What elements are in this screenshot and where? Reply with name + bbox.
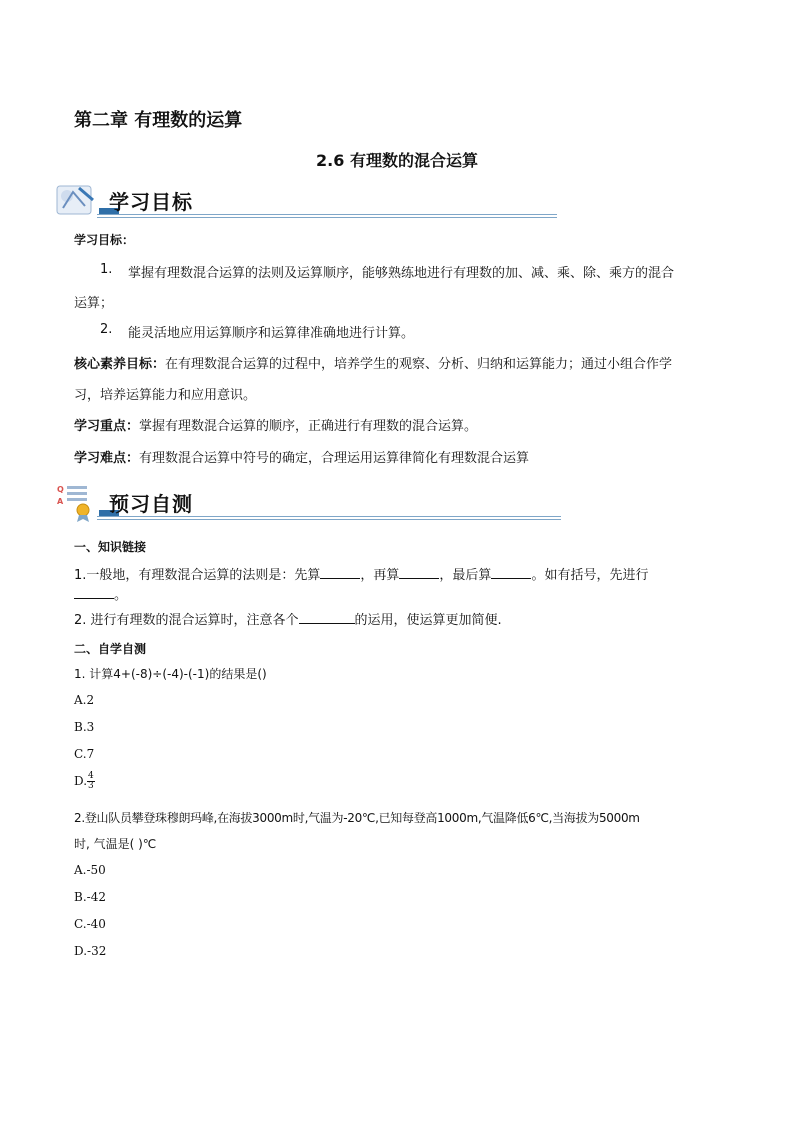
q2-option-b[interactable]: B.-42 [74, 890, 106, 904]
q2-option-a[interactable]: A.-50 [74, 863, 106, 877]
goal-2-number: 2. [100, 322, 113, 337]
difficulty [74, 447, 529, 466]
q2-text-b: 的运用，使运算更加简便. [354, 613, 502, 628]
q1-text-d: 。如有括号，先进行 [531, 568, 649, 583]
q1-text-b: ，再算 [360, 568, 400, 583]
core-literacy-text: 在有理数混合运算的过程中，培养学生的观察、分析、归纳和运算能力；通过小组合作学 [165, 357, 673, 372]
svg-text:Q: Q [57, 485, 64, 494]
section-title: 2.6 有理数的混合运算 [316, 151, 478, 170]
fraction-numerator: 4 [88, 771, 94, 781]
answer-blank[interactable] [299, 611, 355, 624]
q1-option-b[interactable]: B.3 [74, 720, 95, 734]
q1-text-c: ，最后算 [439, 568, 492, 583]
key-point [74, 415, 477, 434]
q2-text-a: 2. 进行有理数的混合运算时，注意各个 [74, 613, 299, 628]
goal-1-number: 1. [100, 262, 113, 277]
self-test-q2-line2: 时, 气温是( )℃ [74, 837, 157, 851]
q2-option-d[interactable]: D.-32 [74, 944, 107, 958]
answer-blank[interactable] [320, 566, 360, 579]
answer-blank[interactable] [399, 566, 439, 579]
q1-option-c[interactable]: C.7 [74, 747, 95, 761]
part1-heading: 一、知识链接 [74, 540, 147, 554]
answer-blank[interactable] [491, 566, 531, 579]
key-point-label: 学习重点： [74, 419, 140, 434]
pre-study-test-banner [55, 482, 561, 526]
fraction-denominator: 3 [88, 781, 94, 791]
goal-1-line2: 运算； [74, 296, 114, 311]
goals-label: 学习目标： [74, 233, 135, 247]
part2-heading: 二、自学自测 [74, 642, 147, 656]
quiz-ribbon-icon [55, 482, 99, 522]
knowledge-q1-line1 [74, 564, 648, 583]
q1-option-a[interactable]: A.2 [74, 693, 95, 707]
self-test-q2-line1: 2.登山队员攀登珠穆朗玛峰,在海拔3000m时,气温为-20℃,已知每登高1000m,气温降低6℃,当海拔为5000m [74, 811, 640, 825]
answer-blank[interactable] [74, 586, 114, 599]
chapter-title: 第二章 有理数的运算 [74, 110, 243, 131]
option-d-label: D. [74, 774, 88, 788]
banner-title: 预习自测 [109, 492, 193, 516]
q1-option-d[interactable] [74, 772, 95, 791]
key-point-text: 掌握有理数混合运算的顺序，正确进行有理数的混合运算。 [139, 419, 478, 434]
difficulty-label: 学习难点： [74, 451, 140, 466]
core-literacy-line2: 习，培养运算能力和应用意识。 [74, 388, 257, 403]
q2-option-c[interactable]: C.-40 [74, 917, 106, 931]
difficulty-text: 有理数混合运算中符号的确定，合理运用运算律简化有理数混合运算 [139, 451, 530, 466]
goal-2-line1: 能灵活地应用运算顺序和运算律准确地进行计算。 [128, 326, 415, 341]
q1-text-a: 1.一般地，有理数混合运算的法则是：先算 [74, 568, 321, 583]
goal-1-line1: 掌握有理数混合运算的法则及运算顺序，能够熟练地进行有理数的加、减、乘、除、乘方的混合 [128, 266, 675, 281]
banner-title: 学习目标 [109, 190, 193, 214]
q1-text-e: 。 [114, 588, 128, 603]
learning-goals-banner [55, 180, 557, 224]
core-literacy-label: 核心素养目标： [74, 357, 166, 372]
learning-goals-icon [55, 180, 99, 220]
self-test-q1-stem: 1. 计算4+(-8)÷(-4)-(-1)的结果是() [74, 667, 267, 681]
knowledge-q1-line2 [74, 584, 127, 603]
knowledge-q2 [74, 609, 502, 628]
svg-text:A: A [57, 497, 64, 506]
core-literacy-line1 [74, 353, 672, 372]
fraction [87, 772, 95, 791]
